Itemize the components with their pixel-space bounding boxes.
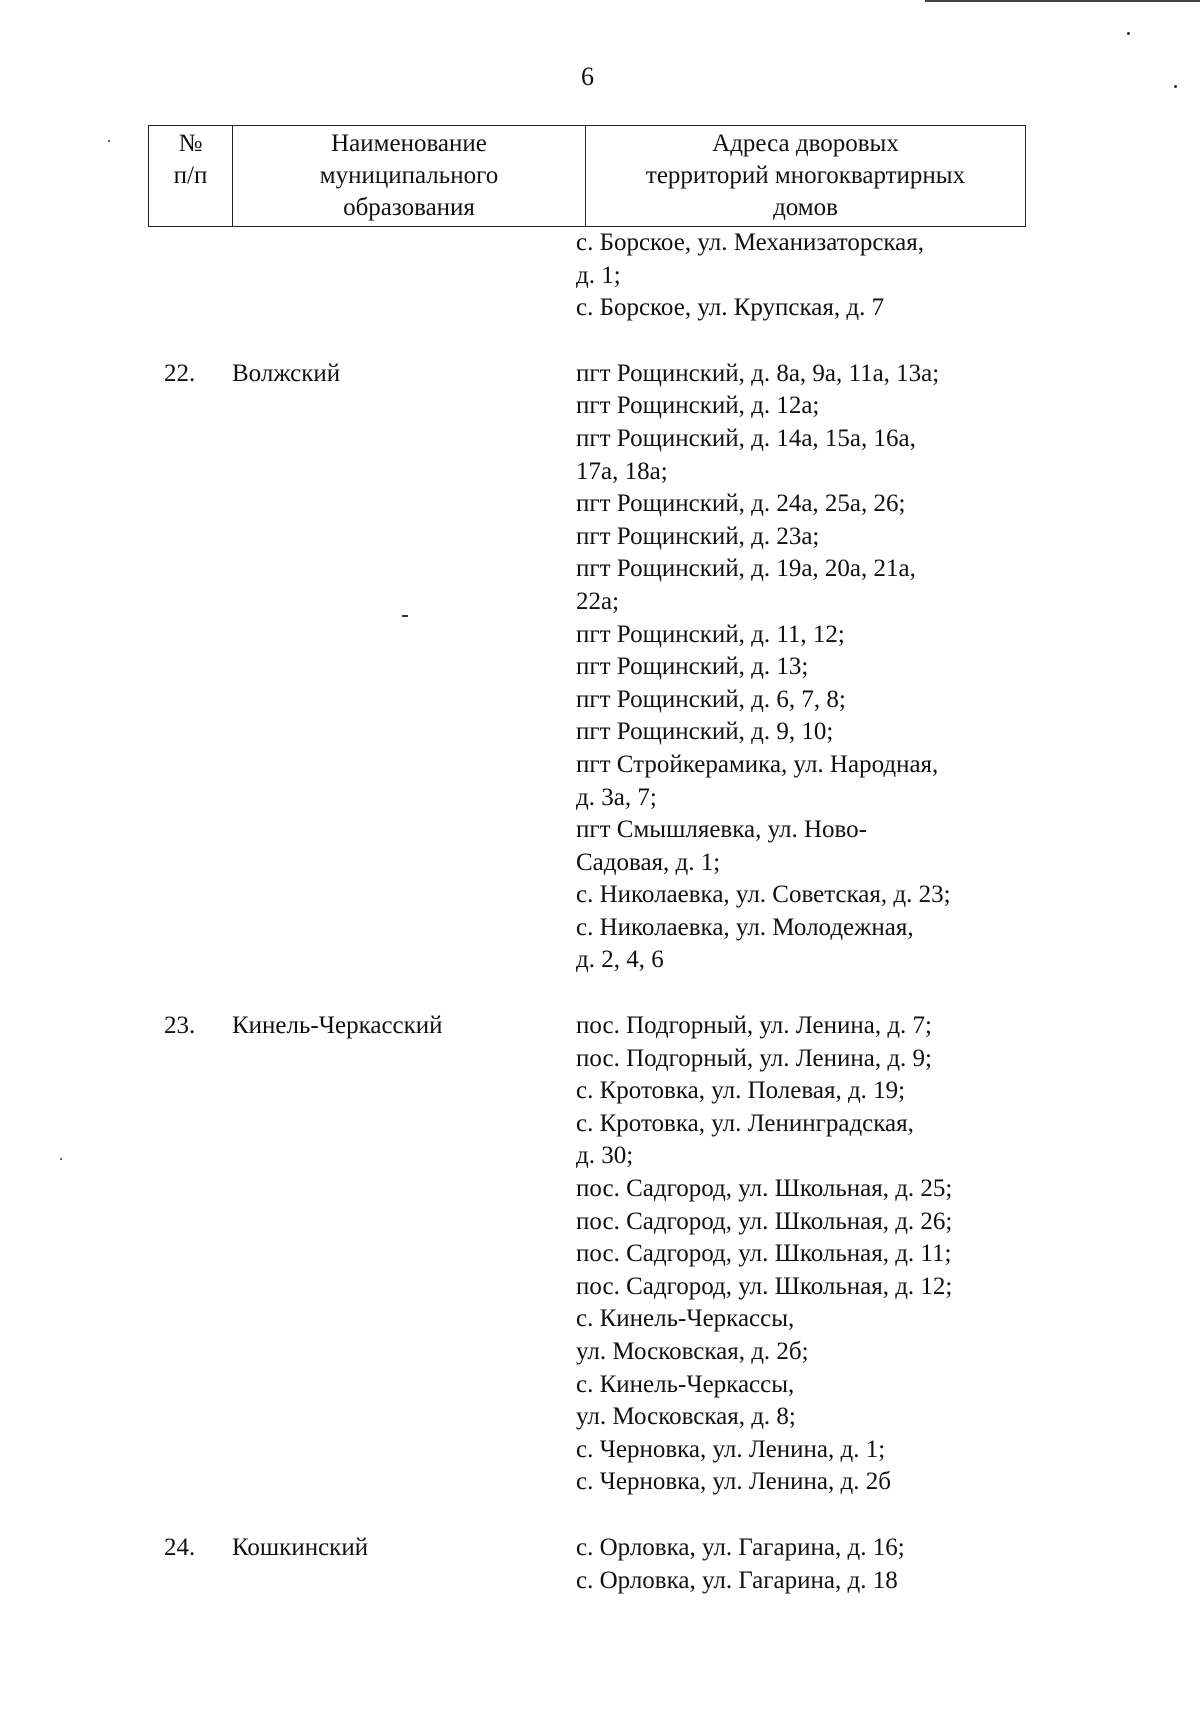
- address-line: 17а, 18а;: [576, 457, 668, 485]
- address-line: с. Николаевка, ул. Советская, д. 23;: [576, 881, 951, 909]
- address-line: пос. Садгород, ул. Школьная, д. 25;: [576, 1175, 953, 1203]
- header-number-column: № п/п: [149, 126, 233, 227]
- address-line: пгт Рощинский, д. 23а;: [576, 522, 820, 550]
- address-line: пгт Рощинский, д. 19а, 20а, 21а,: [576, 555, 916, 583]
- address-line: с. Борское, ул. Крупская, д. 7: [576, 294, 885, 322]
- row-number: 24.: [164, 1533, 196, 1561]
- address-line: с. Черновка, ул. Ленина, д. 1;: [576, 1435, 886, 1463]
- address-line: с. Орловка, ул. Гагарина, д. 16;: [576, 1533, 905, 1561]
- row-gap: [0, 977, 1200, 1010]
- table-row: [0, 1010, 1200, 1499]
- address-list: [576, 1532, 1200, 1597]
- municipality-name: Кинель-Черкасский: [232, 1012, 443, 1040]
- scan-edge-line: [925, 0, 1200, 2]
- address-line: пгт Рощинский, д. 6, 7, 8;: [576, 685, 846, 713]
- municipality-name: Волжский: [232, 359, 341, 387]
- address-line: пгт Рощинский, д. 24а, 25а, 26;: [576, 490, 906, 518]
- address-line: Садовая, д. 1;: [576, 848, 721, 876]
- address-line: с. Кинель-Черкассы,: [576, 1305, 795, 1333]
- row-number: 22.: [164, 359, 196, 387]
- address-line: пос. Подгорный, ул. Ленина, д. 9;: [576, 1044, 932, 1072]
- address-list: [576, 227, 1200, 325]
- address-line: пос. Садгород, ул. Школьная, д. 12;: [576, 1272, 953, 1300]
- address-line: пос. Садгород, ул. Школьная, д. 26;: [576, 1207, 953, 1235]
- table-header: [148, 125, 1026, 227]
- row-number: 23.: [164, 1012, 196, 1040]
- table-row: [0, 358, 1200, 977]
- continuation-row: [0, 227, 1200, 325]
- address-line: с. Борское, ул. Механизаторская,: [576, 229, 925, 256]
- header-addresses-column: Адреса дворовых территорий многоквартирных домов: [586, 126, 1026, 227]
- page-number: 6: [581, 62, 594, 91]
- address-line: пгт Рощинский, д. 13;: [576, 653, 809, 681]
- row-gap: [0, 325, 1200, 358]
- table-body: [0, 227, 1200, 1597]
- address-line: пгт Рощинский, д. 8а, 9а, 11а, 13а;: [576, 359, 940, 387]
- address-line: д. 2, 4, 6: [576, 946, 664, 974]
- address-line: д. 1;: [576, 261, 621, 289]
- table-row: [0, 1532, 1200, 1597]
- address-line: с. Николаевка, ул. Молодежная,: [576, 913, 914, 941]
- row-gap: [0, 1499, 1200, 1532]
- address-line: пгт Рощинский, д. 14а, 15а, 16а,: [576, 424, 916, 452]
- address-line: ул. Московская, д. 8;: [576, 1403, 796, 1431]
- address-line: пгт Рощинский, д. 11, 12;: [576, 620, 845, 648]
- municipality-name: Кошкинский: [232, 1533, 369, 1561]
- address-line: 22а;: [576, 587, 620, 615]
- address-line: пгт Рощинский, д. 12а;: [576, 392, 820, 420]
- address-list: [576, 1010, 1200, 1499]
- address-line: пгт Смышляевка, ул. Ново-: [576, 816, 867, 844]
- address-line: с. Кротовка, ул. Ленинградская,: [576, 1109, 914, 1137]
- header-municipality-column: Наименование муниципального образования: [233, 126, 586, 227]
- address-line: с. Орловка, ул. Гагарина, д. 18: [576, 1566, 898, 1594]
- address-line: пгт Рощинский, д. 9, 10;: [576, 718, 834, 746]
- scan-speck: [1127, 32, 1130, 35]
- address-line: пос. Садгород, ул. Школьная, д. 11;: [576, 1240, 952, 1268]
- address-list: [576, 358, 1200, 977]
- scan-speck: [108, 140, 110, 142]
- address-line: ул. Московская, д. 2б;: [576, 1338, 809, 1365]
- address-line: д. 30;: [576, 1142, 634, 1170]
- address-line: с. Кротовка, ул. Полевая, д. 19;: [576, 1077, 906, 1105]
- address-line: д. 3а, 7;: [576, 783, 657, 811]
- address-line: пгт Стройкерамика, ул. Народная,: [576, 750, 939, 778]
- address-line: с. Кинель-Черкассы,: [576, 1370, 795, 1398]
- address-line: пос. Подгорный, ул. Ленина, д. 7;: [576, 1012, 932, 1040]
- address-line: с. Черновка, ул. Ленина, д. 2б: [576, 1468, 891, 1496]
